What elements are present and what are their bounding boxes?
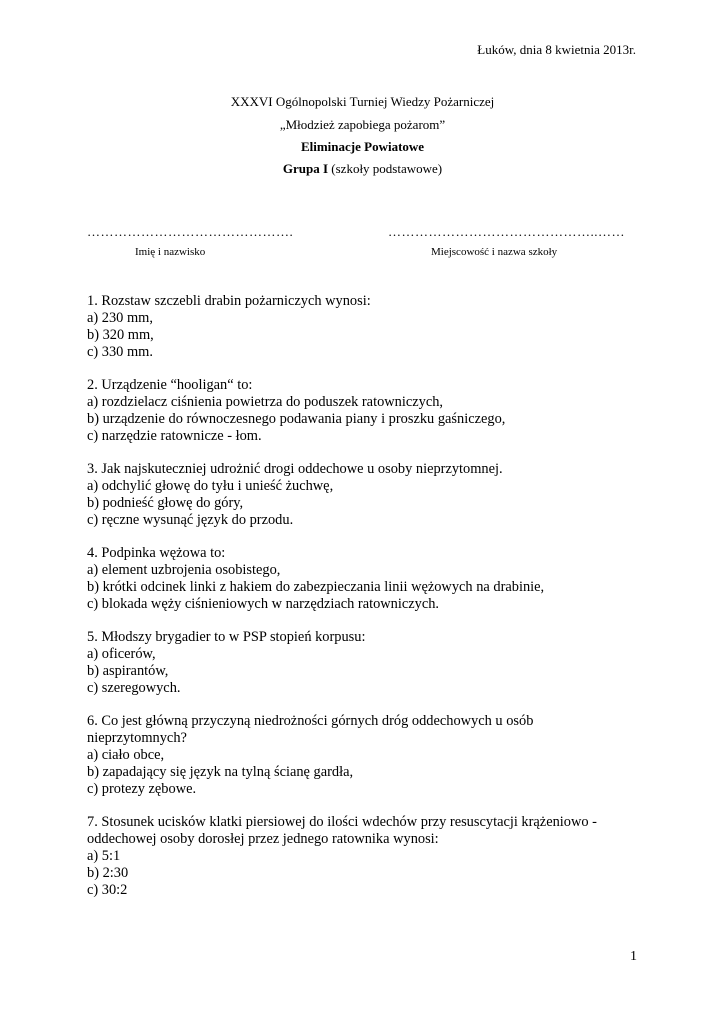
answer-option: a) ciało obce, [87,747,165,763]
questions-list [87,293,647,915]
stage-title [0,139,725,155]
answer-option: c) 330 mm. [87,344,153,360]
answer-option: a) rozdzielacz ciśnienia powietrza do poduszek ratowniczych, [87,394,443,410]
question-text: 6. Co jest główną przyczyną niedrożności górnych dróg oddechowych u osób [87,713,534,729]
answer-option: c) szeregowych. [87,680,181,696]
question-block [87,461,647,529]
question-text: 3. Jak najskuteczniej udrożnić drogi oddechowe u osoby nieprzytomnej. [87,461,503,477]
group-label: Grupa I [282,161,329,176]
question-text-continued: oddechowej osoby dorosłej przez jednego ratownika wynosi: [87,831,439,847]
answer-option: b) aspirantów, [87,663,169,679]
question-block [87,629,647,697]
question-text: 4. Podpinka wężowa to: [87,545,226,561]
school-field-dots[interactable]: ………………………………………..…… [388,224,625,239]
answer-option: b) zapadający się język na tylną ścianę gardła, [87,764,354,780]
answer-option: c) protezy zębowe. [87,781,197,797]
group-description: (szkoły podstawowe) [328,161,443,176]
stage-title-text: Eliminacje Powiatowe [300,139,425,154]
question-text: 2. Urządzenie “hooligan“ to: [87,377,253,393]
question-block [87,293,647,361]
school-field-label: Miejscowość i nazwa szkoły [431,246,558,258]
question-text-continued: nieprzytomnych? [87,730,187,746]
answer-option: a) element uzbrojenia osobistego, [87,562,281,578]
answer-option: a) 5:1 [87,848,121,864]
question-block [87,377,647,445]
name-field-dots[interactable]: ………………………………………. [87,224,294,239]
name-field-label: Imię i nazwisko [135,246,206,258]
answer-option: a) oficerów, [87,646,156,662]
answer-option: b) 320 mm, [87,327,154,343]
question-block [87,713,647,798]
question-block [87,814,647,899]
answer-option: c) narzędzie ratownicze - łom. [87,428,262,444]
answer-option: a) odchylić głowę do tyłu i unieść żuchwę, [87,478,334,494]
answer-option: b) krótki odcinek linki z hakiem do zabezpieczania linii wężowych na drabinie, [87,579,545,595]
question-text: 1. Rozstaw szczebli drabin pożarniczych wynosi: [87,293,371,309]
tournament-motto: „Młodzież zapobiega pożarom” [279,117,446,132]
answer-option: b) urządzenie do równoczesnego podawania piany i proszku gaśniczego, [87,411,506,427]
answer-option: c) ręczne wysunąć język do przodu. [87,512,294,528]
question-block [87,545,647,613]
page-number: 1 [630,949,637,964]
question-text: 7. Stosunek ucisków klatki piersiowej do ilości wdechów przy resuscytacji krążeniowo - [87,814,597,830]
answer-option: b) podnieść głowę do góry, [87,495,244,511]
tournament-title: XXXVI Ogólnopolski Turniej Wiedzy Pożarniczej [230,94,495,109]
date-line: Łuków, dnia 8 kwietnia 2013r. [477,42,636,57]
answer-option: c) blokada węży ciśnieniowych w narzędziach ratowniczych. [87,596,440,612]
question-text: 5. Młodszy brygadier to w PSP stopień korpusu: [87,629,366,645]
group-line [0,161,725,177]
answer-option: b) 2:30 [87,865,129,881]
answer-option: a) 230 mm, [87,310,153,326]
answer-option: c) 30:2 [87,882,128,898]
